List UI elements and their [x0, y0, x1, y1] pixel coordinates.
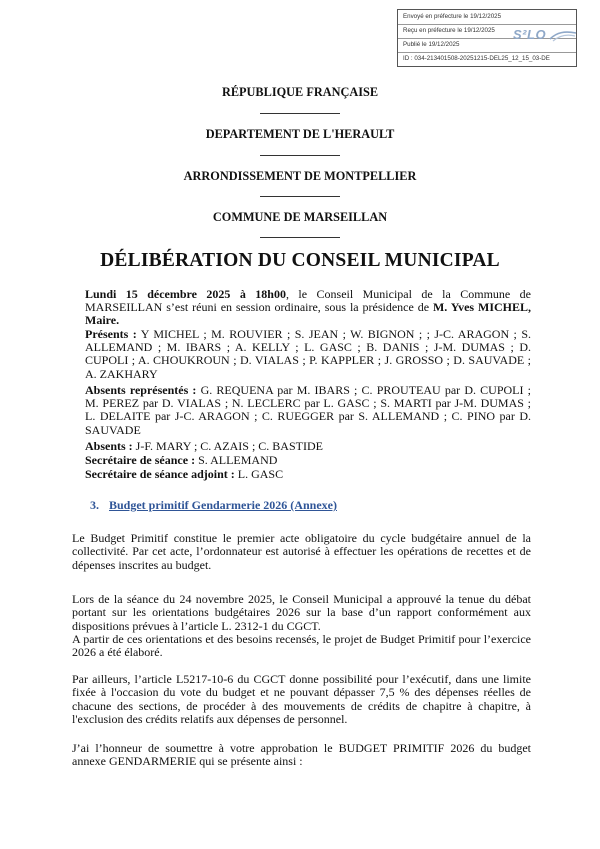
header-rule — [260, 237, 340, 238]
present-members — [85, 328, 531, 381]
deputy-secretary-label: Secrétaire de séance adjoint : — [85, 467, 235, 481]
slo-swoosh-icon — [549, 30, 577, 42]
agenda-item-number: 3. — [90, 498, 99, 512]
slo-logo-text: S²LO — [513, 27, 547, 42]
department-heading: DEPARTEMENT DE L'HERAULT — [205, 127, 395, 141]
represented-label: Absents représentés : — [85, 383, 197, 397]
header-rule — [260, 196, 340, 197]
prefecture-stamp — [397, 9, 577, 67]
present-label: Présents : — [85, 327, 137, 341]
stamp-divider — [398, 24, 576, 25]
stamp-published: Publié le 19/12/2025 — [403, 41, 460, 48]
represented-list: G. REQUENA par M. IBARS ; C. PROUTEAU par D. CUPOLI ; M. PEREZ par D. VIALAS ; N. LECLERC par L. GASC ; S. MARTI par J-M. DUMAS ; L. DELAITE par J-C. ARAGON ; C. RUEGGER par S. ALLEMAND ; C. PINO par D. SAUVADE — [85, 383, 531, 437]
present-list: Y MICHEL ; M. ROUVIER ; S. JEAN ; W. BIGNON ; ; J-C. ARAGON ; S. ALLEMAND ; M. IBARS ; A. KELLY ; L. GASC ; B. DANIS ; J-M. DUMAS ; D. CUPOLI ; A. CHOUKROUN ; D. VIALAS ; P. KAPPLER ; J. GROSSO ; D. SAUVADE ; A. ZAKHARY — [85, 327, 531, 381]
body-paragraph-2: Lors de la séance du 24 novembre 2025, le Conseil Municipal a approuvé la tenue du débat portant sur les orientations budgétaires 2026 sur la base d’un rapport conformément aux dispositions prévues à l’article L. 2312-1 du CGCT. — [72, 592, 531, 633]
republic-heading: RÉPUBLIQUE FRANÇAISE — [221, 85, 379, 99]
meeting-date: Lundi 15 décembre 2025 à 18h00 — [85, 287, 286, 301]
meeting-intro — [85, 288, 531, 328]
deputy-secretary-name: L. GASC — [234, 467, 284, 481]
body-paragraph-1: Le Budget Primitif constitue le premier acte obligatoire du cycle budgétaire annuel de la collectivité. Par cet acte, l’ordonnateur est autorisé à effectuer les opérations de recettes et de dépenses inscrites au budget. — [72, 531, 531, 572]
absent-label: Absents : — [85, 439, 133, 453]
deputy-session-secretary — [85, 468, 531, 481]
secretary-name: S. ALLEMAND — [195, 453, 278, 467]
meeting-intro-text: , le Conseil Municipal de la Commune de MARSEILLAN s’est réuni en session ordinaire, sous la présidence de — [85, 287, 532, 315]
agenda-item-link[interactable]: Budget primitif Gendarmerie 2026 (Annexe) — [109, 498, 337, 512]
secretary-label: Secrétaire de séance : — [85, 453, 196, 467]
district-heading: ARRONDISSEMENT DE MONTPELLIER — [183, 169, 417, 183]
stamp-sent: Envoyé en préfecture le 19/12/2025 — [403, 13, 502, 20]
header-rule — [260, 155, 340, 156]
slo-logo — [513, 27, 546, 42]
body-paragraph-3: A partir de ces orientations et des besoins recensés, le projet de Budget Primitif pour l’exercice 2026 a été élaboré. — [72, 632, 531, 660]
stamp-divider — [398, 52, 576, 53]
session-secretary — [85, 454, 531, 467]
absent-list: J-F. MARY ; C. AZAIS ; C. BASTIDE — [132, 439, 323, 453]
body-paragraph-5: J’ai l’honneur de soumettre à votre approbation le BUDGET PRIMITIF 2026 du budget annexe GENDARMERIE qui se présente ainsi : — [72, 741, 531, 769]
body-paragraph-4: Par ailleurs, l’article L5217-10-6 du CGCT donne possibilité pour l’exécutif, dans une limite fixée à l'occasion du vote du budget et ne pouvant dépasser 7,5 % des dépenses réelles de chacune des sections, de procéder à des mouvements de crédits de chapitre à chapitre, à l'exclusion des crédits relatifs aux dépenses de personnel. — [72, 672, 531, 727]
represented-members — [85, 384, 531, 437]
mayor-name: M. Yves MICHEL, Maire. — [85, 300, 531, 328]
stamp-id: ID : 034-213401508-20251215-DEL25_12_15_03-DE — [403, 55, 550, 62]
absent-members — [85, 440, 531, 453]
header-rule — [260, 113, 340, 114]
stamp-received: Reçu en préfecture le 19/12/2025 — [403, 27, 495, 34]
agenda-item-title — [90, 498, 337, 513]
commune-heading: COMMUNE DE MARSEILLAN — [212, 210, 388, 224]
page-title: DÉLIBÉRATION DU CONSEIL MUNICIPAL — [100, 250, 500, 271]
